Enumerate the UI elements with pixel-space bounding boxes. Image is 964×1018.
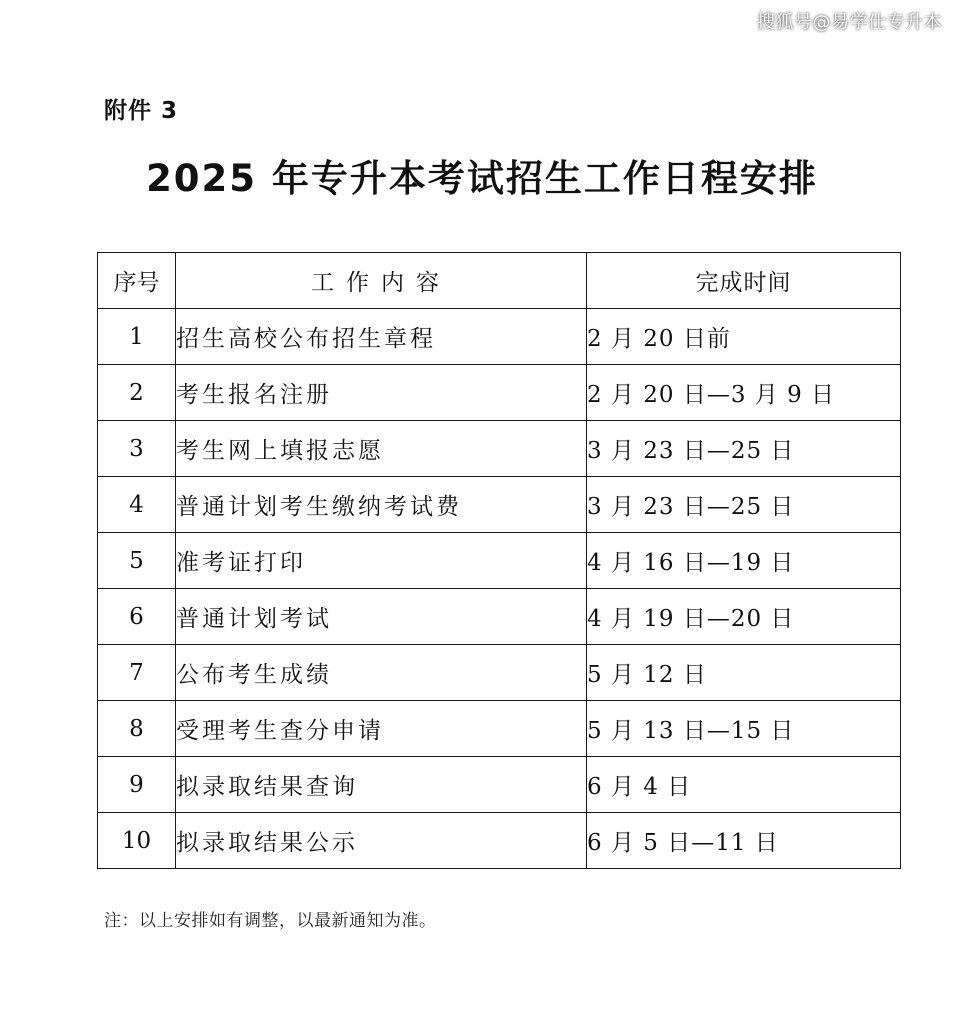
footnote: 注：以上安排如有调整，以最新通知为准。 [104, 911, 437, 931]
row-index: 9 [98, 757, 176, 813]
row-index: 5 [98, 533, 176, 589]
table-row [98, 813, 901, 869]
row-content: 拟录取结果查询 [176, 757, 587, 813]
attachment-label: 附件 3 [104, 98, 179, 124]
row-content: 考生报名注册 [176, 365, 587, 421]
row-index: 8 [98, 701, 176, 757]
table-row [98, 309, 901, 365]
row-content: 拟录取结果公示 [176, 813, 587, 869]
row-time: 5 月 13 日—15 日 [587, 701, 901, 757]
table-row [98, 365, 901, 421]
page-title: 2025 年专升本考试招生工作日程安排 [146, 157, 818, 200]
row-index: 1 [98, 309, 176, 365]
row-time: 4 月 16 日—19 日 [587, 533, 901, 589]
table-row [98, 589, 901, 645]
row-index: 3 [98, 421, 176, 477]
table-body [98, 309, 901, 869]
watermark: 搜狐号@易学仕专升本 [757, 12, 942, 33]
row-index: 2 [98, 365, 176, 421]
row-content: 普通计划考试 [176, 589, 587, 645]
row-time: 6 月 5 日—11 日 [587, 813, 901, 869]
row-content: 考生网上填报志愿 [176, 421, 587, 477]
table-header [98, 253, 901, 309]
row-time: 3 月 23 日—25 日 [587, 421, 901, 477]
row-time: 4 月 19 日—20 日 [587, 589, 901, 645]
row-index: 4 [98, 477, 176, 533]
row-index: 10 [98, 813, 176, 869]
row-content: 准考证打印 [176, 533, 587, 589]
row-time: 6 月 4 日 [587, 757, 901, 813]
row-time: 5 月 12 日 [587, 645, 901, 701]
row-index: 7 [98, 645, 176, 701]
table-row [98, 757, 901, 813]
header-content: 工作内容 [176, 253, 587, 309]
row-content: 普通计划考生缴纳考试费 [176, 477, 587, 533]
row-time: 2 月 20 日前 [587, 309, 901, 365]
table-row [98, 645, 901, 701]
header-index: 序号 [98, 253, 176, 309]
table-header-row [98, 253, 901, 309]
header-time: 完成时间 [587, 253, 901, 309]
row-content: 公布考生成绩 [176, 645, 587, 701]
row-time: 3 月 23 日—25 日 [587, 477, 901, 533]
row-time: 2 月 20 日—3 月 9 日 [587, 365, 901, 421]
table-row [98, 421, 901, 477]
table-row [98, 533, 901, 589]
row-content: 受理考生查分申请 [176, 701, 587, 757]
row-content: 招生高校公布招生章程 [176, 309, 587, 365]
table-row [98, 477, 901, 533]
table-row [98, 701, 901, 757]
schedule-table [97, 252, 901, 869]
row-index: 6 [98, 589, 176, 645]
